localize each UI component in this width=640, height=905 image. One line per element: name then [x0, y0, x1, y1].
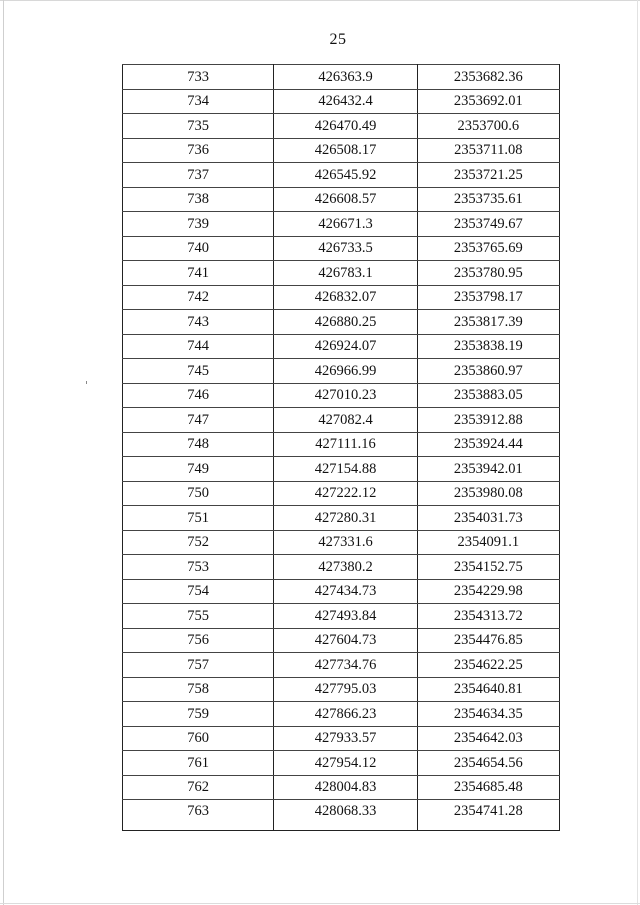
scan-edge-right — [637, 0, 638, 905]
table-row — [123, 212, 560, 237]
point-number-cell: 738 — [123, 187, 274, 212]
point-number-cell: 745 — [123, 359, 274, 384]
x-coordinate-cell: 427111.16 — [274, 432, 417, 457]
y-coordinate-cell: 2354685.48 — [417, 775, 559, 800]
table-row — [123, 506, 560, 531]
x-coordinate-cell: 426880.25 — [274, 310, 417, 335]
point-number-cell: 761 — [123, 751, 274, 776]
x-coordinate-cell: 427280.31 — [274, 506, 417, 531]
x-coordinate-cell: 427795.03 — [274, 677, 417, 702]
x-coordinate-cell: 427604.73 — [274, 628, 417, 653]
y-coordinate-cell: 2354741.28 — [417, 800, 559, 831]
y-coordinate-cell: 2354634.35 — [417, 702, 559, 727]
y-coordinate-cell: 2353765.69 — [417, 236, 559, 261]
point-number-cell: 746 — [123, 383, 274, 408]
table-row — [123, 653, 560, 678]
table-row — [123, 187, 560, 212]
x-coordinate-cell: 427380.2 — [274, 555, 417, 580]
scan-edge-top — [0, 0, 640, 1]
table-row — [123, 334, 560, 359]
y-coordinate-cell: 2353735.61 — [417, 187, 559, 212]
y-coordinate-cell: 2353682.36 — [417, 65, 559, 90]
y-coordinate-cell: 2354654.56 — [417, 751, 559, 776]
y-coordinate-cell: 2354642.03 — [417, 726, 559, 751]
point-number-cell: 753 — [123, 555, 274, 580]
y-coordinate-cell: 2353780.95 — [417, 261, 559, 286]
table-row — [123, 261, 560, 286]
point-number-cell: 763 — [123, 800, 274, 831]
point-number-cell: 754 — [123, 579, 274, 604]
x-coordinate-cell: 427954.12 — [274, 751, 417, 776]
table-row — [123, 114, 560, 139]
table-row — [123, 236, 560, 261]
point-number-cell: 739 — [123, 212, 274, 237]
table-row — [123, 359, 560, 384]
table-row — [123, 285, 560, 310]
table-row — [123, 408, 560, 433]
x-coordinate-cell: 427933.57 — [274, 726, 417, 751]
table-row — [123, 775, 560, 800]
y-coordinate-cell: 2353860.97 — [417, 359, 559, 384]
point-number-cell: 756 — [123, 628, 274, 653]
x-coordinate-cell: 427493.84 — [274, 604, 417, 629]
x-coordinate-cell: 426924.07 — [274, 334, 417, 359]
y-coordinate-cell: 2354622.25 — [417, 653, 559, 678]
scan-edge-bottom — [0, 903, 640, 904]
table-row — [123, 383, 560, 408]
x-coordinate-cell: 427154.88 — [274, 457, 417, 482]
point-number-cell: 755 — [123, 604, 274, 629]
x-coordinate-cell: 426608.57 — [274, 187, 417, 212]
x-coordinate-cell: 426733.5 — [274, 236, 417, 261]
point-number-cell: 744 — [123, 334, 274, 359]
coordinates-table-body — [123, 65, 560, 831]
point-number-cell: 759 — [123, 702, 274, 727]
x-coordinate-cell: 426783.1 — [274, 261, 417, 286]
x-coordinate-cell: 427866.23 — [274, 702, 417, 727]
y-coordinate-cell: 2353980.08 — [417, 481, 559, 506]
table-row — [123, 481, 560, 506]
point-number-cell: 733 — [123, 65, 274, 90]
table-row — [123, 163, 560, 188]
point-number-cell: 741 — [123, 261, 274, 286]
x-coordinate-cell: 427434.73 — [274, 579, 417, 604]
table-row — [123, 65, 560, 90]
y-coordinate-cell: 2353711.08 — [417, 138, 559, 163]
x-coordinate-cell: 426470.49 — [274, 114, 417, 139]
scan-artifact — [86, 381, 87, 384]
point-number-cell: 762 — [123, 775, 274, 800]
x-coordinate-cell: 426671.3 — [274, 212, 417, 237]
y-coordinate-cell: 2353883.05 — [417, 383, 559, 408]
y-coordinate-cell: 2354031.73 — [417, 506, 559, 531]
page-number: 25 — [329, 31, 347, 48]
scan-edge-left — [3, 0, 4, 905]
y-coordinate-cell: 2353692.01 — [417, 89, 559, 114]
y-coordinate-cell: 2353798.17 — [417, 285, 559, 310]
table-row — [123, 628, 560, 653]
point-number-cell: 751 — [123, 506, 274, 531]
table-row — [123, 604, 560, 629]
y-coordinate-cell: 2354152.75 — [417, 555, 559, 580]
point-number-cell: 752 — [123, 530, 274, 555]
point-number-cell: 734 — [123, 89, 274, 114]
y-coordinate-cell: 2354640.81 — [417, 677, 559, 702]
x-coordinate-cell: 426832.07 — [274, 285, 417, 310]
x-coordinate-cell: 427010.23 — [274, 383, 417, 408]
x-coordinate-cell: 426508.17 — [274, 138, 417, 163]
point-number-cell: 750 — [123, 481, 274, 506]
table-row — [123, 579, 560, 604]
y-coordinate-cell: 2354476.85 — [417, 628, 559, 653]
table-row — [123, 138, 560, 163]
x-coordinate-cell: 427734.76 — [274, 653, 417, 678]
point-number-cell: 747 — [123, 408, 274, 433]
x-coordinate-cell: 426966.99 — [274, 359, 417, 384]
x-coordinate-cell: 427082.4 — [274, 408, 417, 433]
point-number-cell: 749 — [123, 457, 274, 482]
y-coordinate-cell: 2353721.25 — [417, 163, 559, 188]
y-coordinate-cell: 2353700.6 — [417, 114, 559, 139]
y-coordinate-cell: 2353942.01 — [417, 457, 559, 482]
y-coordinate-cell: 2353924.44 — [417, 432, 559, 457]
table-row — [123, 702, 560, 727]
point-number-cell: 743 — [123, 310, 274, 335]
table-row — [123, 677, 560, 702]
table-row — [123, 800, 560, 831]
table-row — [123, 530, 560, 555]
point-number-cell: 760 — [123, 726, 274, 751]
y-coordinate-cell: 2354091.1 — [417, 530, 559, 555]
y-coordinate-cell: 2353838.19 — [417, 334, 559, 359]
x-coordinate-cell: 428004.83 — [274, 775, 417, 800]
y-coordinate-cell: 2354229.98 — [417, 579, 559, 604]
x-coordinate-cell: 426363.9 — [274, 65, 417, 90]
table-row — [123, 457, 560, 482]
x-coordinate-cell: 427222.12 — [274, 481, 417, 506]
table-row — [123, 751, 560, 776]
y-coordinate-cell: 2354313.72 — [417, 604, 559, 629]
table-row — [123, 555, 560, 580]
point-number-cell: 736 — [123, 138, 274, 163]
y-coordinate-cell: 2353749.67 — [417, 212, 559, 237]
point-number-cell: 748 — [123, 432, 274, 457]
point-number-cell: 735 — [123, 114, 274, 139]
y-coordinate-cell: 2353912.88 — [417, 408, 559, 433]
point-number-cell: 740 — [123, 236, 274, 261]
coordinates-table — [122, 64, 560, 831]
table-row — [123, 726, 560, 751]
point-number-cell: 742 — [123, 285, 274, 310]
table-row — [123, 89, 560, 114]
point-number-cell: 737 — [123, 163, 274, 188]
table-row — [123, 432, 560, 457]
table-row — [123, 310, 560, 335]
x-coordinate-cell: 428068.33 — [274, 800, 417, 831]
point-number-cell: 758 — [123, 677, 274, 702]
point-number-cell: 757 — [123, 653, 274, 678]
x-coordinate-cell: 426432.4 — [274, 89, 417, 114]
y-coordinate-cell: 2353817.39 — [417, 310, 559, 335]
x-coordinate-cell: 427331.6 — [274, 530, 417, 555]
x-coordinate-cell: 426545.92 — [274, 163, 417, 188]
